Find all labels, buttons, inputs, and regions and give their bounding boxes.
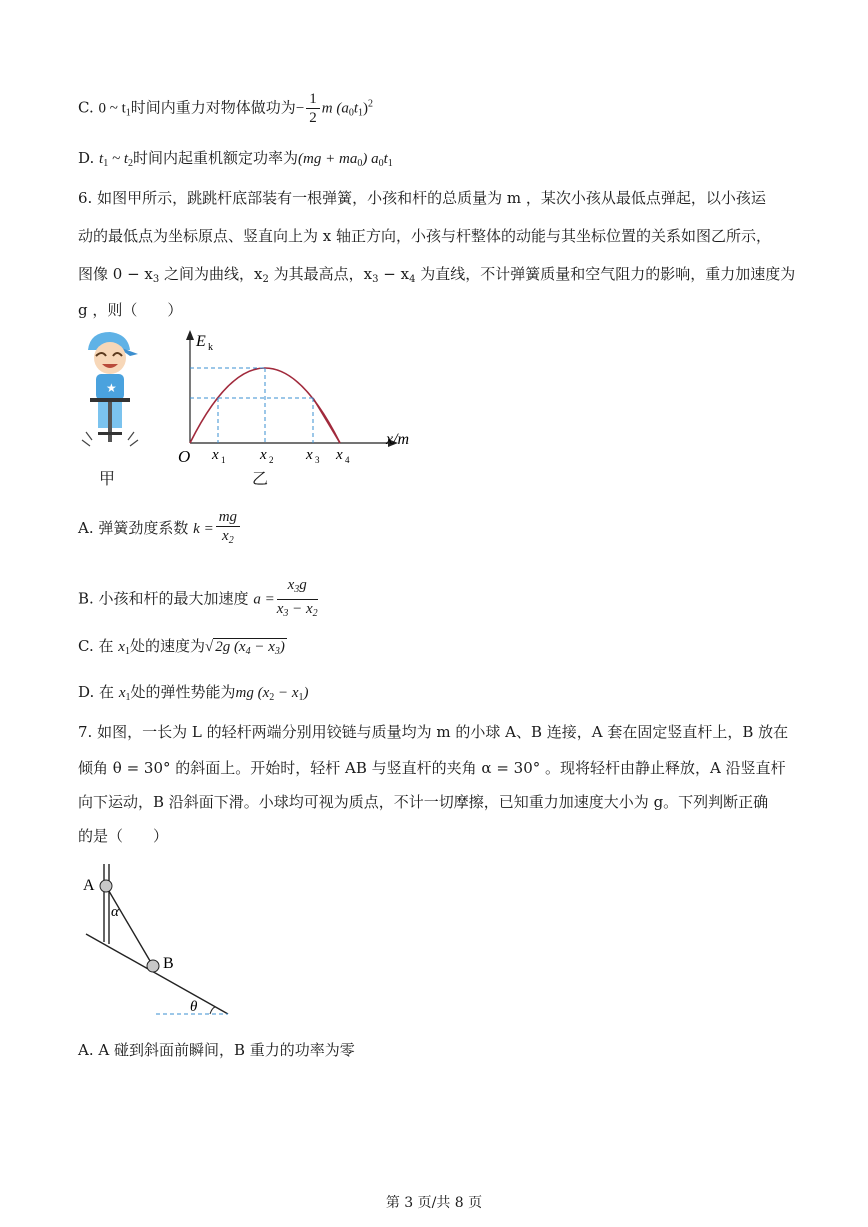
figure-jia-label: 甲 (99, 469, 116, 488)
pogo-kid-illustration (76, 328, 146, 458)
q7-stem-line4: 的是（ ） (78, 827, 169, 845)
ball-a (100, 880, 112, 892)
q6-stem-line2: 动的最低点为坐标原点、竖直向上为 x 轴正方向，小孩与杆整体的动能与其坐标位置的关系如图乙所示， (78, 227, 772, 245)
q6-option-d: D. 在 $x_1$处的弹性势能为mg $(x_2 - x_1)$ (78, 683, 309, 703)
q7-stem-line1: 7. 如图，一长为 L 的轻杆两端分别用铰链与质量均为 m 的小球 A、B 连接，A 套在固定竖直杆上，B 放在 (78, 723, 789, 741)
incline-surface (86, 934, 228, 1014)
tick-x2: x (260, 447, 267, 463)
q6-option-b: B. 小孩和杆的最大加速度 a = $\frac{x_3g}{x_3 - x_2}$ (78, 577, 318, 619)
y-axis-arrow (186, 330, 194, 340)
q6-option-a: A. 弹簧劲度系数 k = $\frac{mg}{x_2}$ (78, 508, 242, 550)
ek-x-graph (170, 328, 420, 468)
q7-option-a: A. A 碰到斜面前瞬间，B 重力的功率为零 (78, 1041, 355, 1059)
q7-stem-line3: 向下运动，B 沿斜面下滑。小球均可视为质点，不计一切摩擦，已知重力加速度大小为 g。下列判断正确 (78, 793, 769, 811)
tick-x1: x (212, 447, 219, 463)
label-theta: θ (190, 999, 198, 1015)
q6-option-c: C. 在 $x_1$处的速度为√ 2g $(x_4 - x_3)$ (78, 637, 285, 657)
tick-x4-sub: 4 (345, 455, 350, 465)
q6-stem-line1: 6. 如图甲所示，跳跳杆底部装有一根弹簧，小孩和杆的总质量为 m ，某次小孩从最低点弹起，以小孩运 (78, 189, 766, 207)
q5-option-d: D. $t_1$ ~ $t_2$时间内起重机额定功率为$(mg + ma_0)$ $a_0t_1$ (78, 149, 393, 169)
q5-option-c: C. 0 ~ $t_1$时间内重力对物体做功为− $\frac{1}{2}$ m $(a_0t_1)^2$ (78, 91, 374, 126)
y-axis-label: E (196, 333, 206, 350)
ball-b (147, 960, 159, 972)
tick-x2-sub: 2 (269, 455, 274, 465)
theta-arc (210, 1007, 215, 1014)
q6-stem-line4: g ，则（ ） (78, 301, 183, 319)
page-footer: 第 3 页/共 8 页 (385, 1195, 483, 1211)
x-axis-label: x/m (386, 431, 410, 448)
q7-stem-line2: 倾角 θ = 30° 的斜面上。开始时，轻杆 AB 与竖直杆的夹角 α = 30° 。现将轻杆由静止释放，A 沿竖直杆 (78, 759, 786, 777)
svg-text:★: ★ (106, 381, 117, 395)
tick-x4: x (336, 447, 343, 463)
incline-rod-figure (78, 858, 248, 1020)
tick-x1-sub: 1 (221, 455, 226, 465)
tick-x3-sub: 3 (315, 455, 320, 465)
label-alpha: α (111, 904, 119, 920)
y-axis-label-sub: k (208, 342, 213, 353)
label-a: A (83, 877, 95, 894)
figure-yi-label: 乙 (252, 469, 269, 488)
tick-x3: x (306, 447, 313, 463)
ek-line (313, 398, 340, 443)
q6-stem-line3: 图像 $0 - x_3$ 之间为曲线，$x_2$ 为其最高点，$x_3 - x_4$ 为直线，不计弹簧质量和空气阻力的影响，重力加速度为 (78, 265, 796, 285)
label-b: B (163, 955, 174, 972)
light-rod-ab (106, 886, 153, 966)
origin-label: O (178, 447, 191, 466)
